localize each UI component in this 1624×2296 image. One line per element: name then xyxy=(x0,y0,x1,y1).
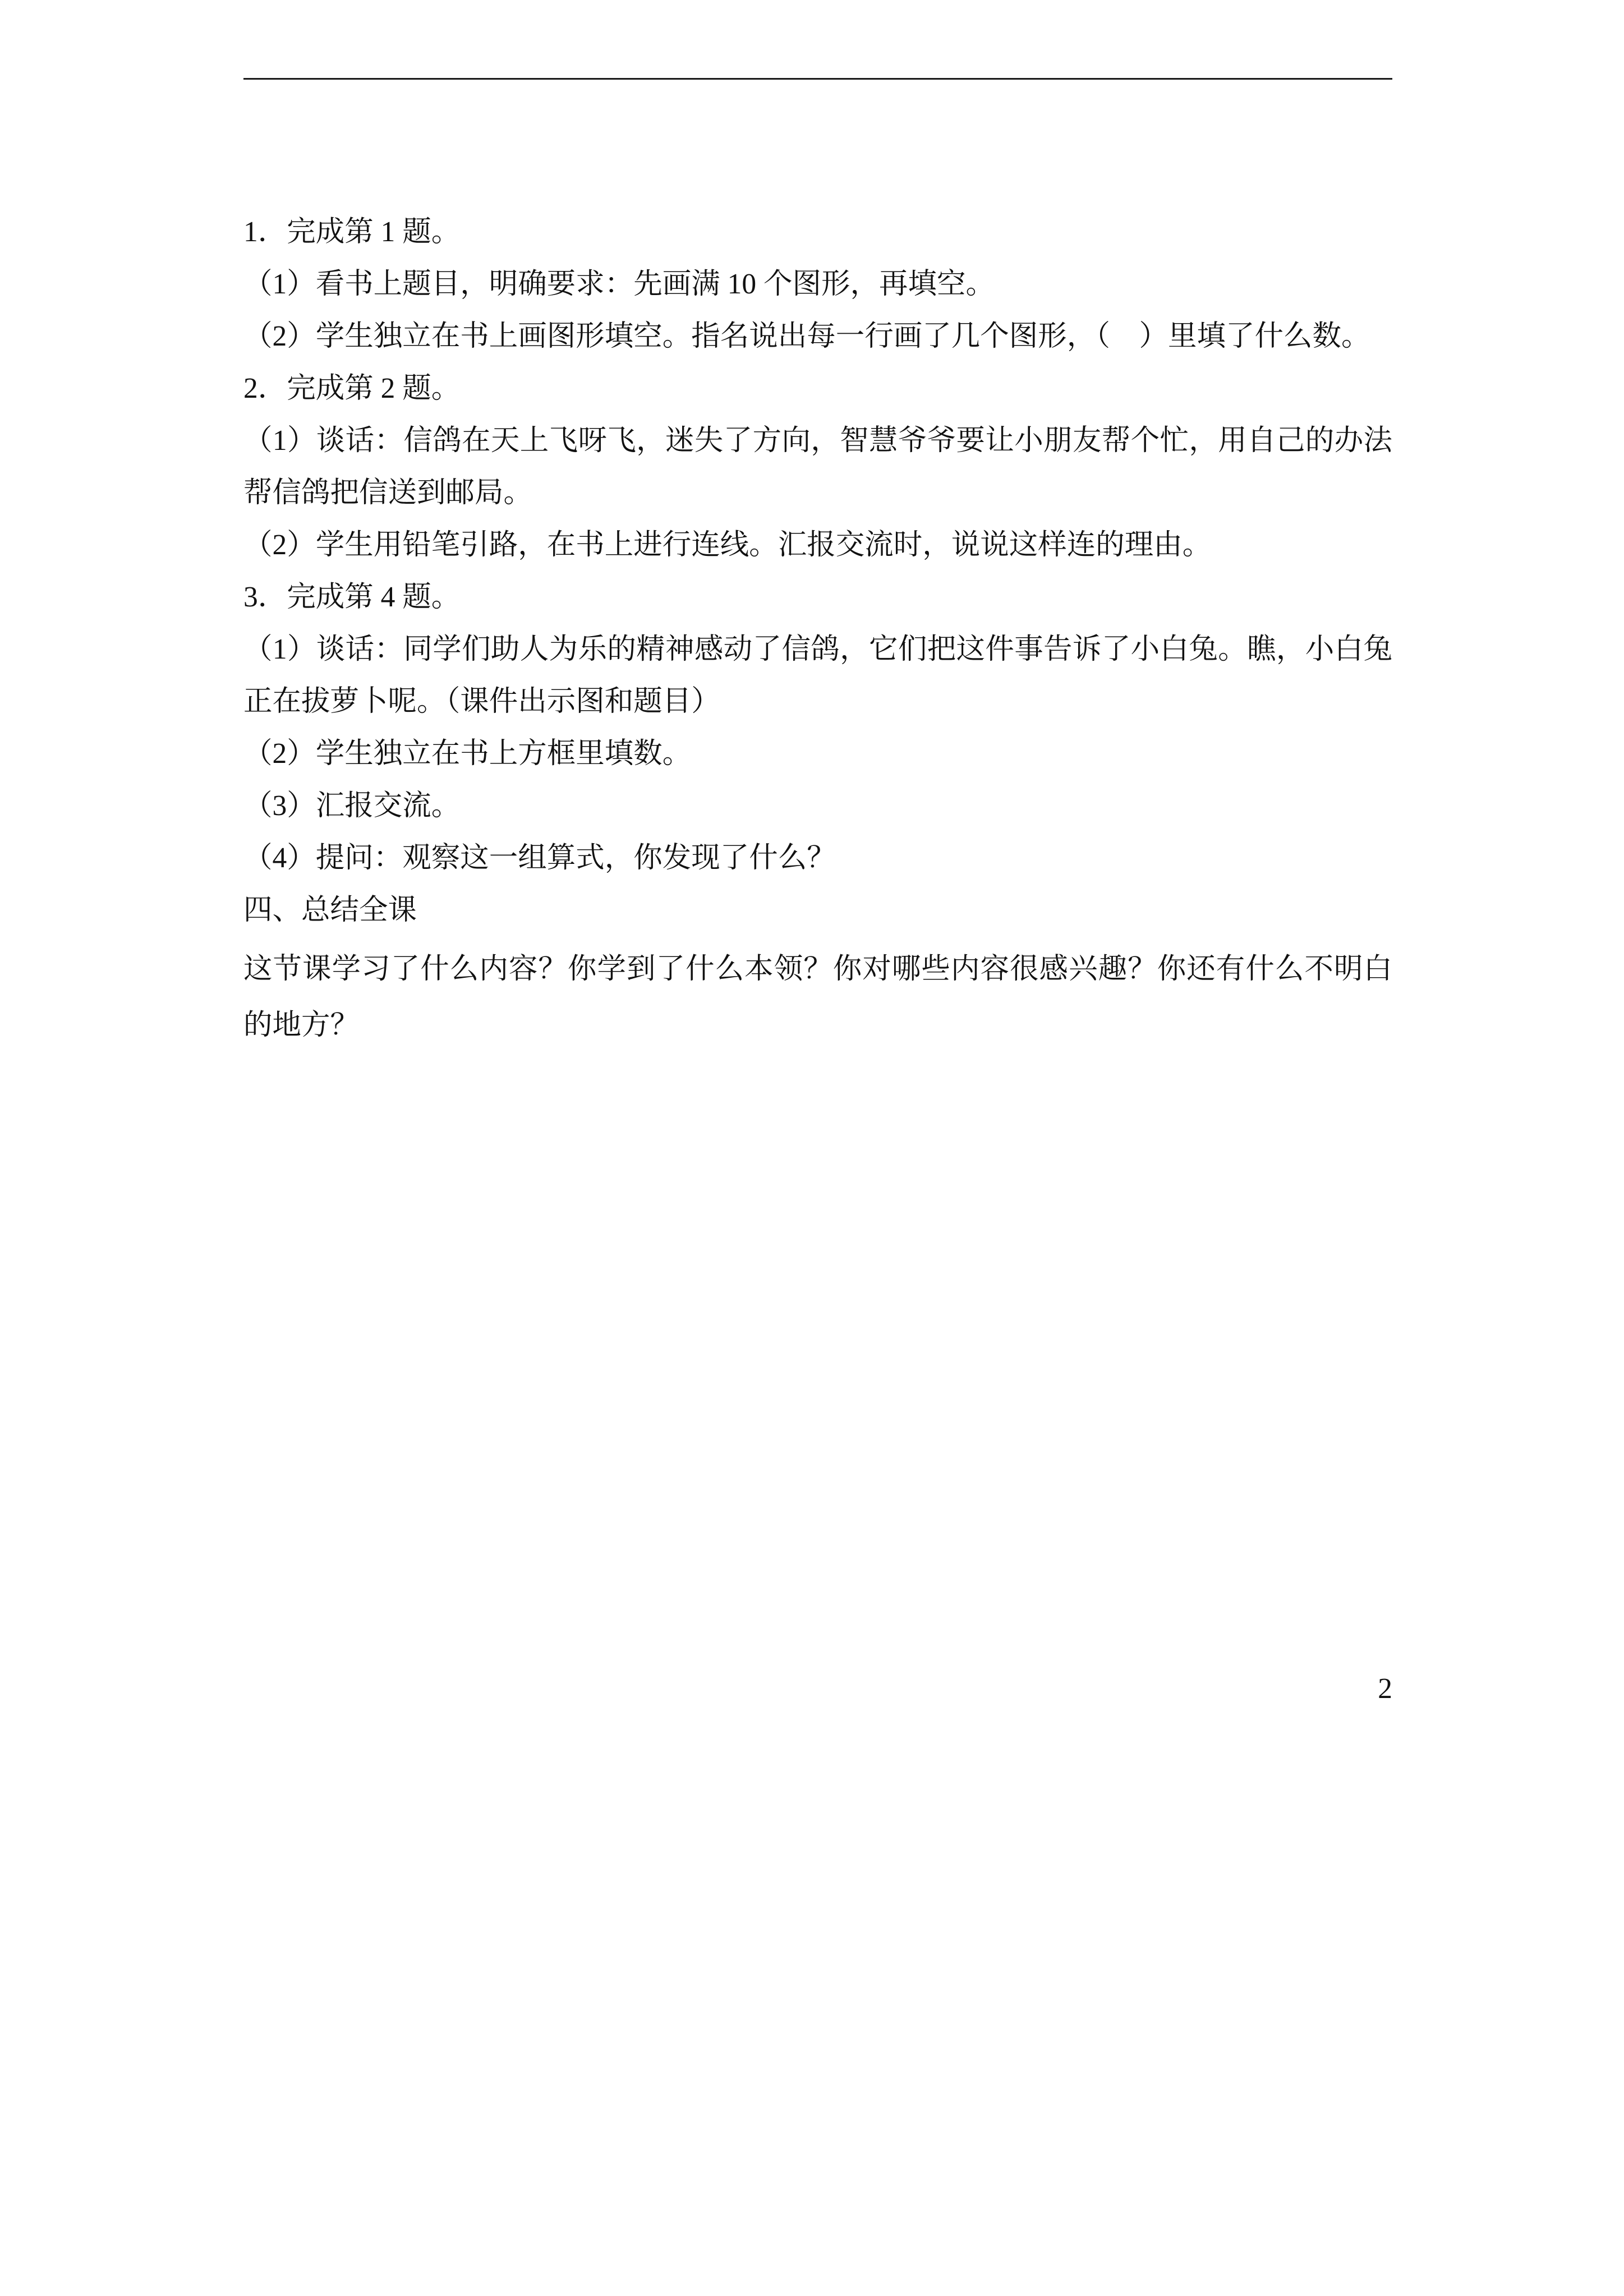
summary-line-2: 的地方？ xyxy=(243,1009,360,1041)
exercise-2-step-2: （2）学生用铅笔引路，在书上进行连线。汇报交流时，说说这样连的理由。 xyxy=(243,529,1212,561)
section-heading-summary: 四、总结全课 xyxy=(243,894,417,926)
exercise-1-step-2: （2）学生独立在书上画图形填空。指名说出每一行画了几个图形，（ ）里填了什么数。 xyxy=(243,320,1370,352)
exercise-2-step-1-line-1: （1）谈话：信鸽在天上飞呀飞，迷失了方向，智慧爷爷要让小朋友帮个忙，用自己的办法 xyxy=(243,425,1392,457)
header-rule xyxy=(243,78,1392,80)
page-number: 2 xyxy=(1378,1673,1392,1705)
exercise-4-step-1-line-2: 正在拔萝卜呢。（课件出示图和题目） xyxy=(243,685,720,717)
summary-line-1: 这节课学习了什么内容？你学到了什么本领？你对哪些内容很感兴趣？你还有什么不明白 xyxy=(243,953,1392,985)
exercise-2-step-1-line-2: 帮信鸽把信送到邮局。 xyxy=(243,477,533,509)
exercise-4-heading: 3．完成第 4 题。 xyxy=(243,581,461,613)
summary-paragraph xyxy=(243,941,1392,1053)
exercise-1-heading: 1．完成第 1 题。 xyxy=(243,216,461,248)
document-body xyxy=(243,206,1392,1053)
exercise-1-step-1: （1）看书上题目，明确要求：先画满 10 个图形，再填空。 xyxy=(243,268,995,300)
exercise-4-step-2: （2）学生独立在书上方框里填数。 xyxy=(243,738,692,770)
exercise-4-step-1-line-1: （1）谈话：同学们助人为乐的精神感动了信鸽，它们把这件事告诉了小白兔。瞧，小白兔 xyxy=(243,633,1392,665)
exercise-4-step-3: （3）汇报交流。 xyxy=(243,790,461,822)
exercise-2-heading: 2．完成第 2 题。 xyxy=(243,372,461,404)
exercise-4-step-4: （4）提问：观察这一组算式，你发现了什么？ xyxy=(243,842,836,874)
